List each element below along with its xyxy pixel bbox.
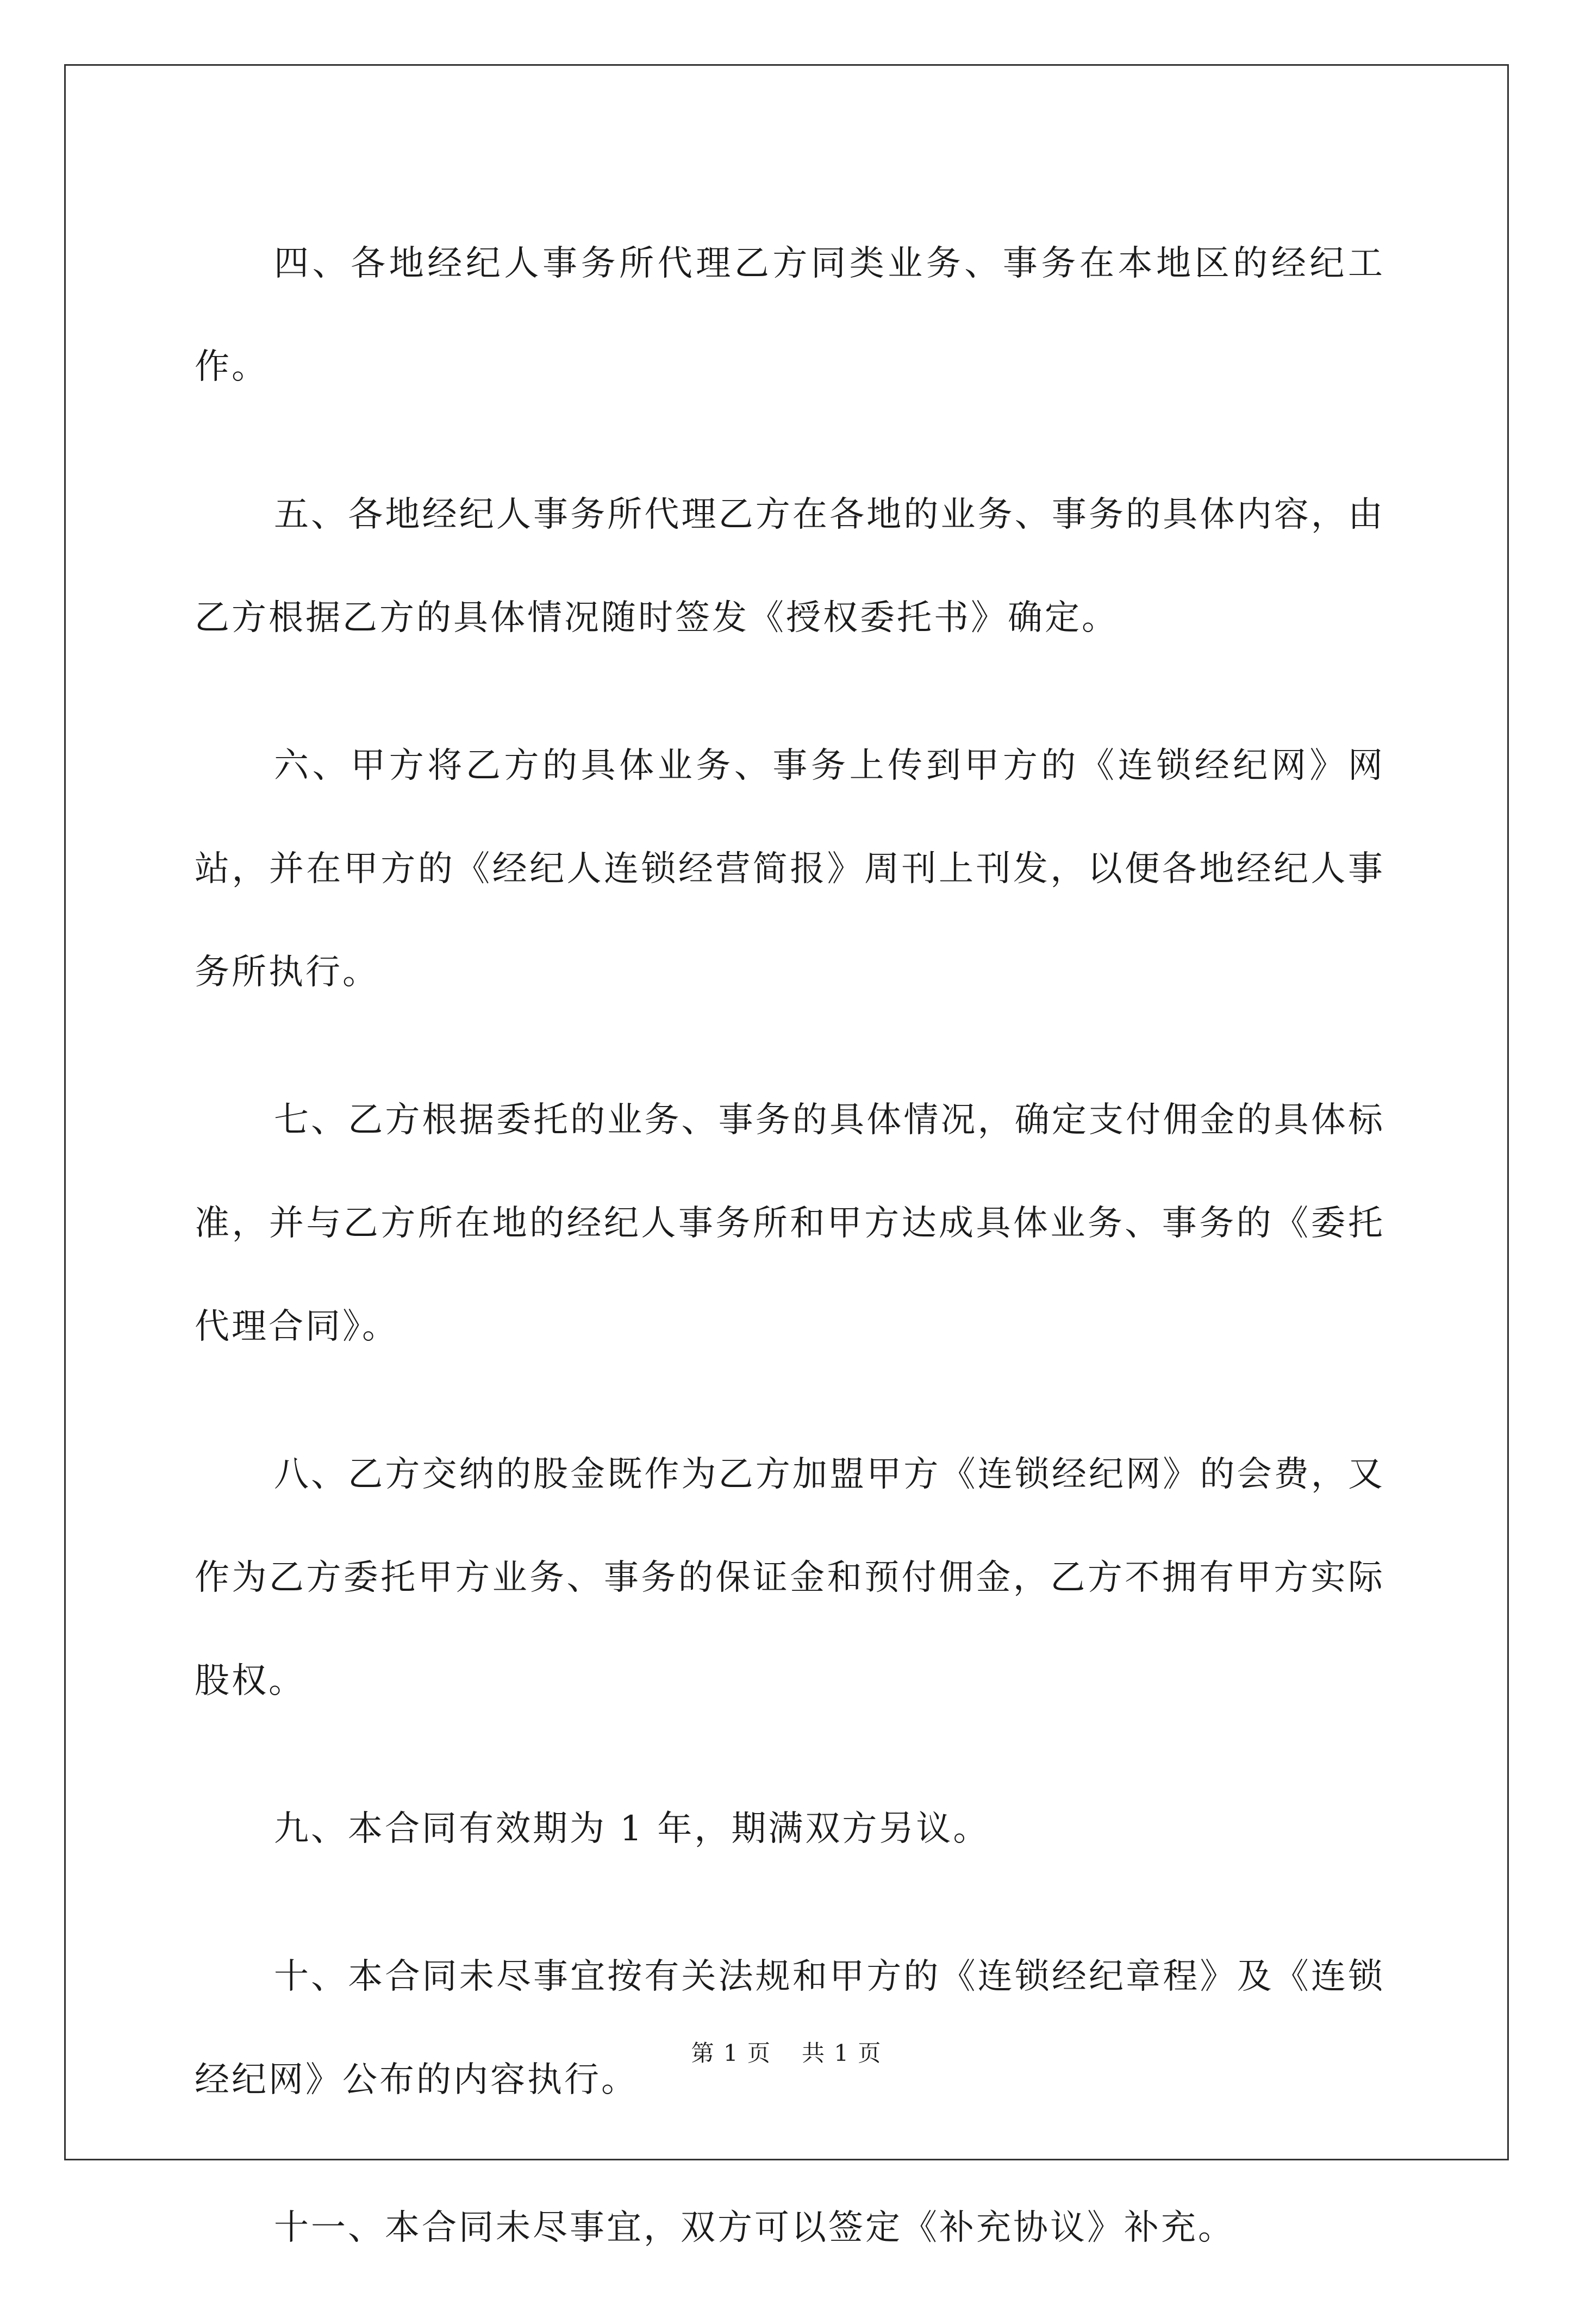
clause-text: 九、本合同有效期为 1 年，期满双方另议。 xyxy=(274,1809,990,1849)
clause-8 xyxy=(195,1423,1385,1733)
clause-10 xyxy=(195,1925,1385,2132)
page-total: 共 1 页 xyxy=(802,2040,882,2066)
clause-text: 八、乙方交纳的股金既作为乙方加盟甲方《连锁经纪网》的会费，又作为乙方委托甲方业务、事务的保证金和预付佣金，乙方不拥有甲方实际股权。 xyxy=(195,1454,1385,1701)
clause-text: 六、甲方将乙方的具体业务、事务上传到甲方的《连锁经纪网》网站，并在甲方的《经纪人连锁经营简报》周刊上刊发，以便各地经纪人事务所执行。 xyxy=(195,746,1385,992)
clause-text: 四、各地经纪人事务所代理乙方同类业务、事务在本地区的经纪工作。 xyxy=(195,243,1385,387)
clause-11 xyxy=(195,2176,1385,2279)
document-body xyxy=(195,212,1385,2324)
clause-6 xyxy=(195,714,1385,1024)
clause-4 xyxy=(195,212,1385,418)
clause-9 xyxy=(195,1777,1385,1881)
clause-7 xyxy=(195,1069,1385,1378)
clause-text: 五、各地经纪人事务所代理乙方在各地的业务、事务的具体内容，由乙方根据乙方的具体情况随时签发《授权委托书》确定。 xyxy=(195,495,1385,638)
clause-5 xyxy=(195,463,1385,670)
clause-text: 十一、本合同未尽事宜，双方可以签定《补充协议》补充。 xyxy=(274,2208,1235,2248)
clause-text: 十、本合同未尽事宜按有关法规和甲方的《连锁经纪章程》及《连锁经纪网》公布的内容执行。 xyxy=(195,1957,1385,2100)
clause-text: 七、乙方根据委托的业务、事务的具体情况，确定支付佣金的具体标准，并与乙方所在地的经纪人事务所和甲方达成具体业务、事务的《委托代理合同》。 xyxy=(195,1100,1385,1347)
page-number: 第 1 页 xyxy=(691,2040,771,2066)
page-footer xyxy=(0,2035,1573,2068)
